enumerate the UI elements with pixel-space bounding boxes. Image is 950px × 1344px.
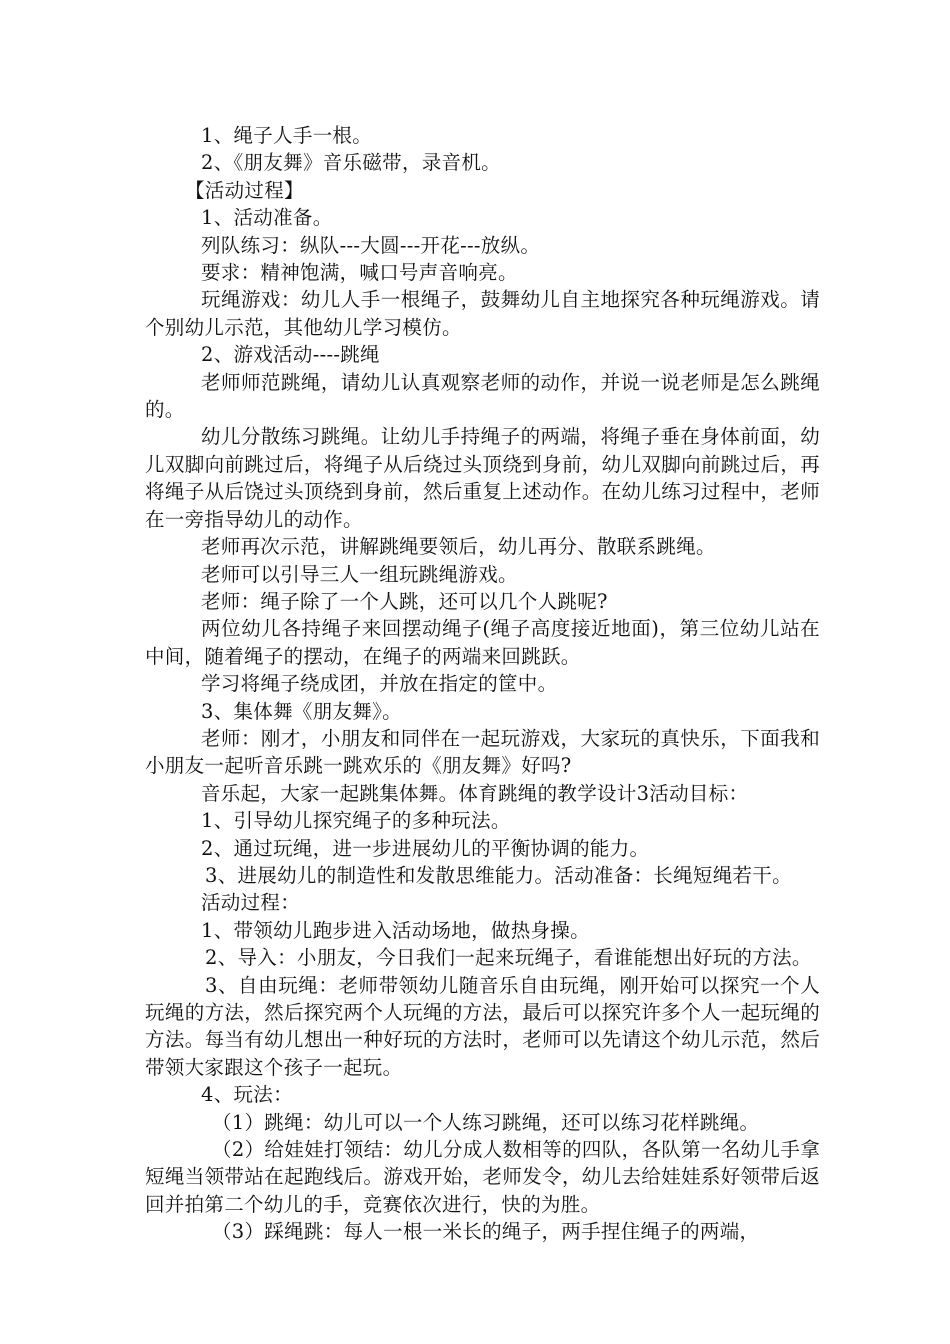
paragraph: 两位幼儿各持绳子来回摆动绳子(绳子高度接近地面)，第三位幼儿站在中间，随着绳子的摆动，在绳子的两端来回跳跃。: [145, 617, 820, 668]
paragraph: 老师再次示范，讲解跳绳要领后，幼儿再分、散联系跳绳。: [201, 535, 716, 559]
paragraph: （3）踩绳跳：每人一根一米长的绳子，两手捏住绳子的两端，: [212, 1220, 760, 1244]
paragraph: （1）跳绳：幼儿可以一个人练习跳绳，还可以练习花样跳绳。: [212, 1110, 760, 1134]
paragraph: 列队练习：纵队---大圆---开花---放纵。: [201, 233, 541, 257]
paragraph: 2、游戏活动----跳绳: [201, 343, 380, 367]
paragraph: 1、绳子人手一根。: [201, 124, 373, 147]
paragraph: 老师：刚才，小朋友和同伴在一起玩游戏，大家玩的真快乐，下面我和小朋友一起听音乐跳一跳欢乐的《朋友舞》好吗?: [145, 726, 820, 778]
paragraph: 1、引导幼儿探究绳子的多种玩法。: [201, 809, 511, 833]
paragraph: 4、玩法：: [201, 1083, 293, 1107]
paragraph: 玩绳游戏：幼儿人手一根绳子，鼓舞幼儿自主地探究各种玩绳游戏。请个别幼儿示范，其他幼儿学习模仿。: [145, 288, 820, 339]
paragraph: 音乐起，大家一起跳集体舞。体育跳绳的教学设计3活动目标：: [201, 781, 749, 805]
paragraph: 2、导入：小朋友，今日我们一起来玩绳子，看谁能想出好玩的方法。: [205, 946, 812, 970]
paragraph: 1、带领幼儿跑步进入活动场地，做热身操。: [201, 918, 590, 942]
document-body: [145, 122, 820, 1246]
paragraph: 活动过程：: [201, 891, 301, 915]
paragraph: 老师：绳子除了一个人跳，还可以几个人跳呢?: [201, 589, 608, 613]
paragraph: 1、活动准备。: [201, 206, 333, 230]
section-heading: 【活动过程】: [185, 178, 304, 202]
paragraph: 2、《朋友舞》音乐磁带，录音机。: [201, 151, 501, 175]
paragraph: 幼儿分散练习跳绳。让幼儿手持绳子的两端，将绳子垂在身体前面，幼儿双脚向前跳过后，将绳子从后绕过头顶绕到身前，幼儿双脚向前跳过后，再将绳子从后饶过头顶绕到身前，然后重复上述动作。在幼儿练习过程中，老师在一旁指导幼儿的动作。: [145, 425, 820, 531]
paragraph: 3、自由玩绳：老师带领幼儿随音乐自由玩绳，刚开始可以探究一个人玩绳的方法，然后探究两个人玩绳的方法，最后可以探究许多个人一起玩绳的方法。每当有幼儿想出一种好玩的方法时，老师可以先请这个幼儿示范，然后带领大家跟这个孩子一起玩。: [145, 973, 820, 1079]
paragraph: 老师师范跳绳，请幼儿认真观察老师的动作，并说一说老师是怎么跳绳的。: [145, 370, 820, 422]
paragraph: 要求：精神饱满，喊口号声音响亮。: [201, 261, 518, 285]
paragraph: 3、集体舞《朋友舞》。: [201, 699, 402, 723]
paragraph: 老师可以引导三人一组玩跳绳游戏。: [201, 562, 518, 586]
paragraph: （2）给娃娃打领结：幼儿分成人数相等的四队，各队第一名幼儿手拿短绳当领带站在起跑线后。游戏开始，老师发令，幼儿去给娃娃系好领带后返回并拍第二个幼儿的手，竞赛依次进行，快的为胜。: [145, 1138, 820, 1216]
paragraph: 学习将绳子绕成团，并放在指定的筐中。: [201, 672, 558, 696]
paragraph: 3、进展幼儿的制造性和发散思维能力。活动准备：长绳短绳若干。: [205, 863, 792, 887]
paragraph: 2、通过玩绳，进一步进展幼儿的平衡协调的能力。: [201, 836, 650, 860]
